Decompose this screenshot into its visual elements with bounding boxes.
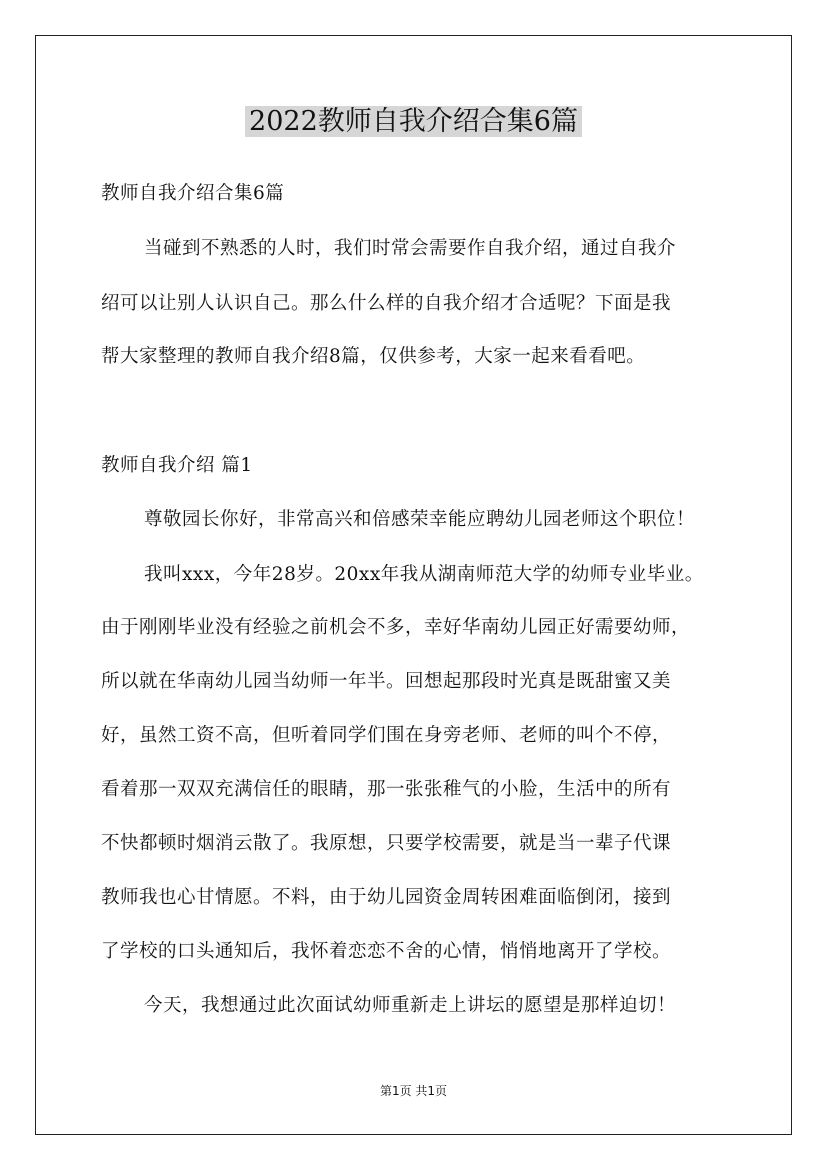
body-paragraph-line: 今天，我想通过此次面试幼师重新走上讲坛的愿望是那样迫切！ — [144, 995, 677, 1016]
body-paragraph-line: 了学校的口头通知后，我怀着恋恋不舍的心情，悄悄地离开了学校。 — [101, 941, 672, 962]
document-subtitle: 教师自我介绍合集6篇 — [101, 183, 285, 204]
section-heading: 教师自我介绍 篇1 — [101, 455, 253, 476]
intro-paragraph-line: 帮大家整理的教师自我介绍8篇，仅供参考，大家一起来看看吧。 — [101, 346, 646, 367]
intro-paragraph-line: 绍可以让别人认识自己。那么什么样的自我介绍才合适呢？下面是我 — [101, 293, 672, 314]
body-paragraph-line: 教师我也心甘情愿。不料，由于幼儿园资金周转困难面临倒闭，接到 — [101, 887, 672, 908]
intro-paragraph-line: 当碰到不熟悉的人时，我们时常会需要作自我介绍，通过自我介 — [144, 238, 677, 259]
body-paragraph-line: 我叫xxx，今年28岁。20xx年我从湖南师范大学的幼师专业毕业。 — [144, 564, 704, 585]
body-paragraph-line: 好，虽然工资不高，但听着同学们围在身旁老师、老师的叫个不停， — [101, 725, 672, 746]
body-paragraph-line: 尊敬园长你好，非常高兴和倍感荣幸能应聘幼儿园老师这个职位！ — [144, 509, 696, 530]
body-paragraph-line: 不快都顿时烟消云散了。我原想，只要学校需要，就是当一辈子代课 — [101, 833, 672, 854]
body-paragraph-line: 所以就在华南幼儿园当幼师一年半。回想起那段时光真是既甜蜜又美 — [101, 671, 672, 692]
document-title-text: 2022教师自我介绍合集6篇 — [245, 106, 582, 137]
body-paragraph-line: 由于刚刚毕业没有经验之前机会不多，幸好华南幼儿园正好需要幼师， — [101, 617, 691, 638]
body-paragraph-line: 看着那一双双充满信任的眼睛，那一张张稚气的小脸，生活中的所有 — [101, 779, 672, 800]
document-title — [0, 101, 827, 143]
page-number: 第1页 共1页 — [379, 1084, 448, 1098]
